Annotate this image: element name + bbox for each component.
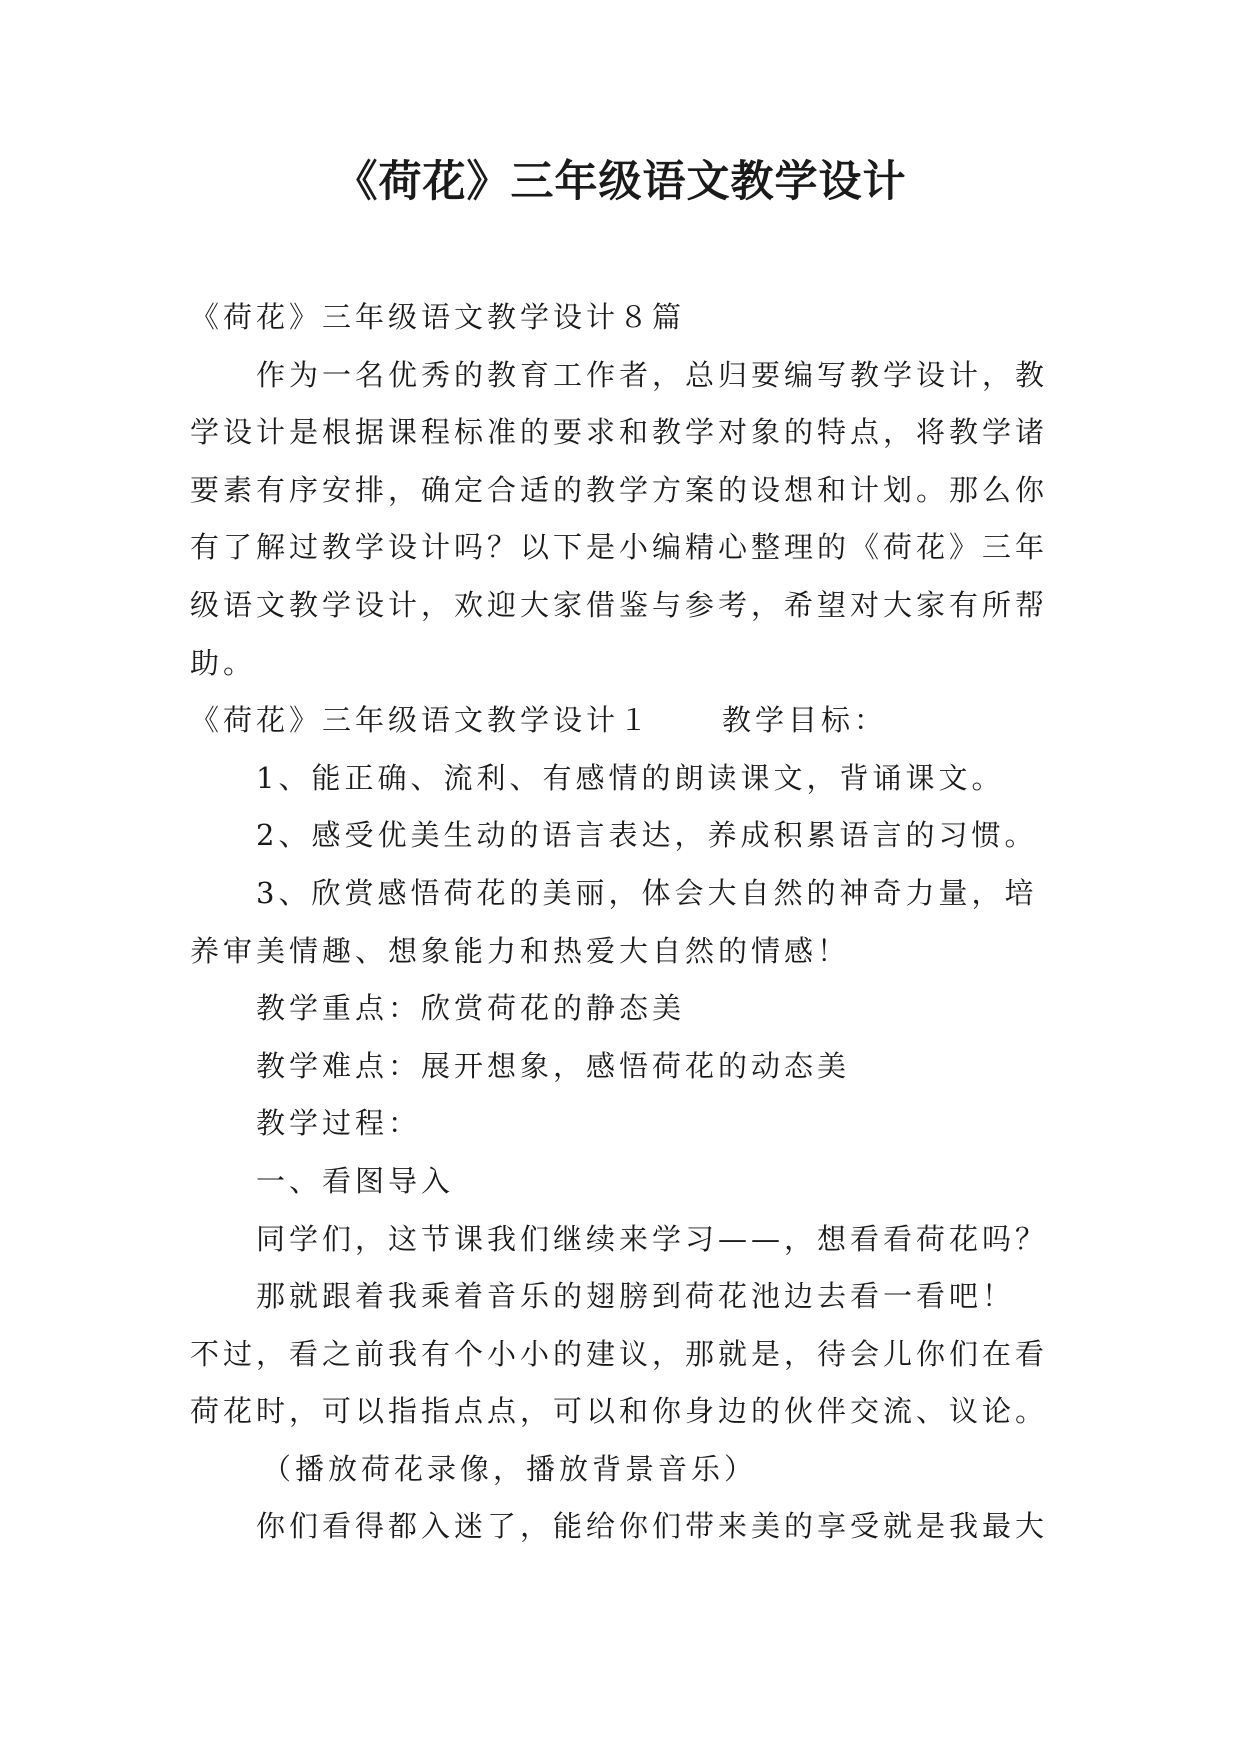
intro-line: 助。 [190,645,257,680]
step-paragraph: 你们看得都入迷了，能给你们带来美的享受就是我最大 [256,1509,1049,1544]
intro-line: 有了解过教学设计吗？以下是小编精心整理的《荷花》三年 [190,530,1049,565]
intro-line: 作为一名优秀的教育工作者，总归要编写教学设计，教 [256,357,1049,392]
intro-line: 学设计是根据课程标准的要求和教学对象的特点，将教学诸 [190,415,1049,450]
stage-note: （播放荷花录像，播放背景音乐） [262,1451,758,1486]
goal-item-continued: 养审美情趣、想象能力和热爱大自然的情感！ [190,933,851,968]
document-body [190,289,1090,1556]
step-paragraph: 那就跟着我乘着音乐的翅膀到荷花池边去看一看吧！ [256,1279,1016,1314]
step-paragraph: 荷花时，可以指指点点，可以和你身边的伙伴交流、议论。 [190,1394,1049,1429]
document-title: 《荷花》三年级语文教学设计 [334,157,907,207]
document-subtitle: 《荷花》三年级语文教学设计８篇 [190,300,686,334]
section-heading: 《荷花》三年级语文教学设计１ [190,703,653,738]
intro-line: 要素有序安排，确定合适的教学方案的设想和计划。那么你 [190,472,1049,507]
intro-line: 级语文教学设计，欢迎大家借鉴与参考，希望对大家有所帮 [190,587,1049,622]
step-paragraph: 同学们，这节课我们继续来学习——，想看看荷花吗？ [256,1221,1049,1256]
goal-item: 1、能正确、流利、有感情的朗读课文，背诵课文。 [256,760,1005,795]
goal-label: 教学目标： [722,703,888,738]
step-paragraph: 不过，看之前我有个小小的建议，那就是，待会儿你们在看 [190,1336,1049,1371]
goal-item: 2、感受优美生动的语言表达，养成积累语言的习惯。 [256,818,1038,853]
goal-item: 3、欣赏感悟荷花的美丽，体会大自然的神奇力量，培 [256,875,1038,910]
step-heading: 一、看图导入 [256,1163,455,1198]
process-label: 教学过程： [256,1106,422,1141]
section-heading-row [190,692,1090,750]
key-point: 教学重点：欣赏荷花的静态美 [256,991,686,1026]
difficult-point: 教学难点：展开想象，感悟荷花的动态美 [256,1048,851,1083]
